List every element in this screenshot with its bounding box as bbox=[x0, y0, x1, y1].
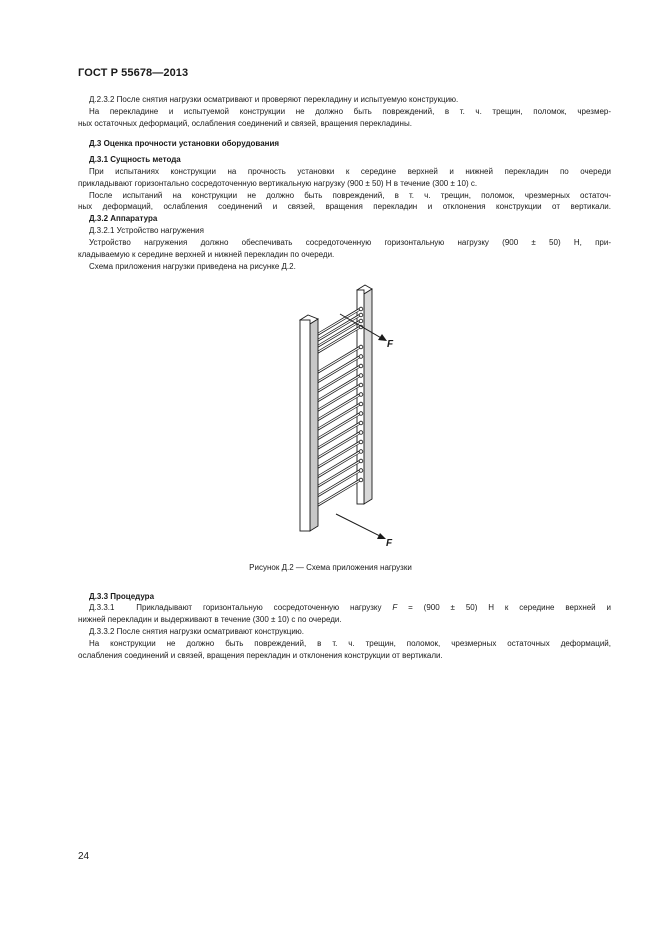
paragraph-d321-line2: кладываемую к середине верхней и нижней перекладин по очереди. bbox=[78, 250, 335, 259]
rung-end-2 bbox=[359, 313, 363, 317]
force-label-top: F bbox=[387, 339, 394, 350]
bottom-force-arrow bbox=[336, 514, 386, 539]
rung-end-19 bbox=[359, 478, 363, 482]
paragraph-d33-final-line1: На конструкции не должно быть повреждений, в т. ч. трещин, поломок, чрезмерных остаточных деформаций, bbox=[89, 639, 611, 648]
rung-end-16 bbox=[359, 450, 363, 454]
paragraph-d232-cont-line1: На перекладине и испытуемой конструкции не должно быть повреждений, в т. ч. трещин, поломок, чрезмер- bbox=[89, 107, 611, 116]
heading-d321: Д.3.2.1 Устройство нагружения bbox=[89, 226, 204, 235]
page-number: 24 bbox=[78, 851, 90, 862]
rung-end-11 bbox=[359, 402, 363, 406]
paragraph-d31-line1: При испытаниях конструкции на прочность установки к середине верхней и нижней перекладин по очереди bbox=[89, 167, 611, 176]
heading-d3: Д.3 Оценка прочности установки оборудования bbox=[89, 139, 280, 148]
heading-d33: Д.3.3 Процедура bbox=[89, 592, 155, 601]
figure-caption: Рисунок Д.2 — Схема приложения нагрузки bbox=[249, 563, 412, 572]
rung-end-1 bbox=[359, 307, 363, 311]
paragraph-d232: Д.2.3.2 После снятия нагрузки осматривают и проверяют перекладину и испытуемую конструкцию. bbox=[89, 95, 459, 104]
load-scheme-figure bbox=[290, 284, 405, 546]
rung-end-17 bbox=[359, 459, 363, 463]
rung-end-13 bbox=[359, 421, 363, 425]
paragraph-d331-line2: нижней перекладин и выдерживают в течение (300 ± 10) с по очереди. bbox=[78, 615, 342, 624]
rung-end-15 bbox=[359, 440, 363, 444]
rung-end-18 bbox=[359, 469, 363, 473]
rung-end-10 bbox=[359, 393, 363, 397]
rung-end-7 bbox=[359, 364, 363, 368]
paragraph-d33-final-line2: ослабления соединений и связей, вращения перекладин и отклонения конструкции от вертикали. bbox=[78, 651, 443, 660]
standard-title: ГОСТ Р 55678—2013 bbox=[78, 67, 189, 79]
paragraph-d232-cont-line2: ных остаточных деформаций, ослабления соединений и связей, вращения перекладины. bbox=[78, 119, 412, 128]
paragraph-d332: Д.3.3.2 После снятия нагрузки осматривают конструкцию. bbox=[89, 627, 305, 636]
paragraph-d31b-line1: После испытаний на конструкции не должно быть повреждений, в т. ч. трещин, поломок, чрезмерных остаточ- bbox=[89, 191, 611, 200]
paragraph-d321-figref: Схема приложения нагрузки приведена на рисунке Д.2. bbox=[89, 262, 296, 271]
heading-d32: Д.3.2 Аппаратура bbox=[89, 214, 158, 223]
paragraph-d331-line1 bbox=[89, 602, 611, 613]
force-variable: F bbox=[392, 603, 398, 612]
d331-text-a: Д.3.3.1 Прикладывают горизонтальную сосредоточенную нагрузку bbox=[89, 603, 393, 612]
d331-text-b: = (900 ± 50) Н к середине верхней и bbox=[397, 603, 611, 612]
rung-end-8 bbox=[359, 374, 363, 378]
rung-end-3 bbox=[359, 319, 363, 323]
paragraph-d31b-line2: ных деформаций, ослабления соединений и связей, вращения перекладин и отклонения конструкции от вертикали. bbox=[78, 202, 611, 211]
rung-end-6 bbox=[359, 355, 363, 359]
rung-end-12 bbox=[359, 412, 363, 416]
rung-end-9 bbox=[359, 383, 363, 387]
paragraph-d31-line2: прикладывают горизонтально сосредоточенную вертикальную нагрузку (900 ± 50) Н в течение (300 ± 10) с. bbox=[78, 179, 478, 188]
force-label-bottom: F bbox=[386, 538, 393, 546]
paragraph-d321-line1: Устройство нагружения должно обеспечивать сосредоточенную горизонтальную нагрузку (900 ± 50) Н, при- bbox=[89, 238, 611, 247]
rung-end-5 bbox=[359, 345, 363, 349]
rung-end-14 bbox=[359, 431, 363, 435]
front-post bbox=[300, 315, 318, 531]
heading-d31: Д.3.1 Сущность метода bbox=[89, 155, 181, 164]
